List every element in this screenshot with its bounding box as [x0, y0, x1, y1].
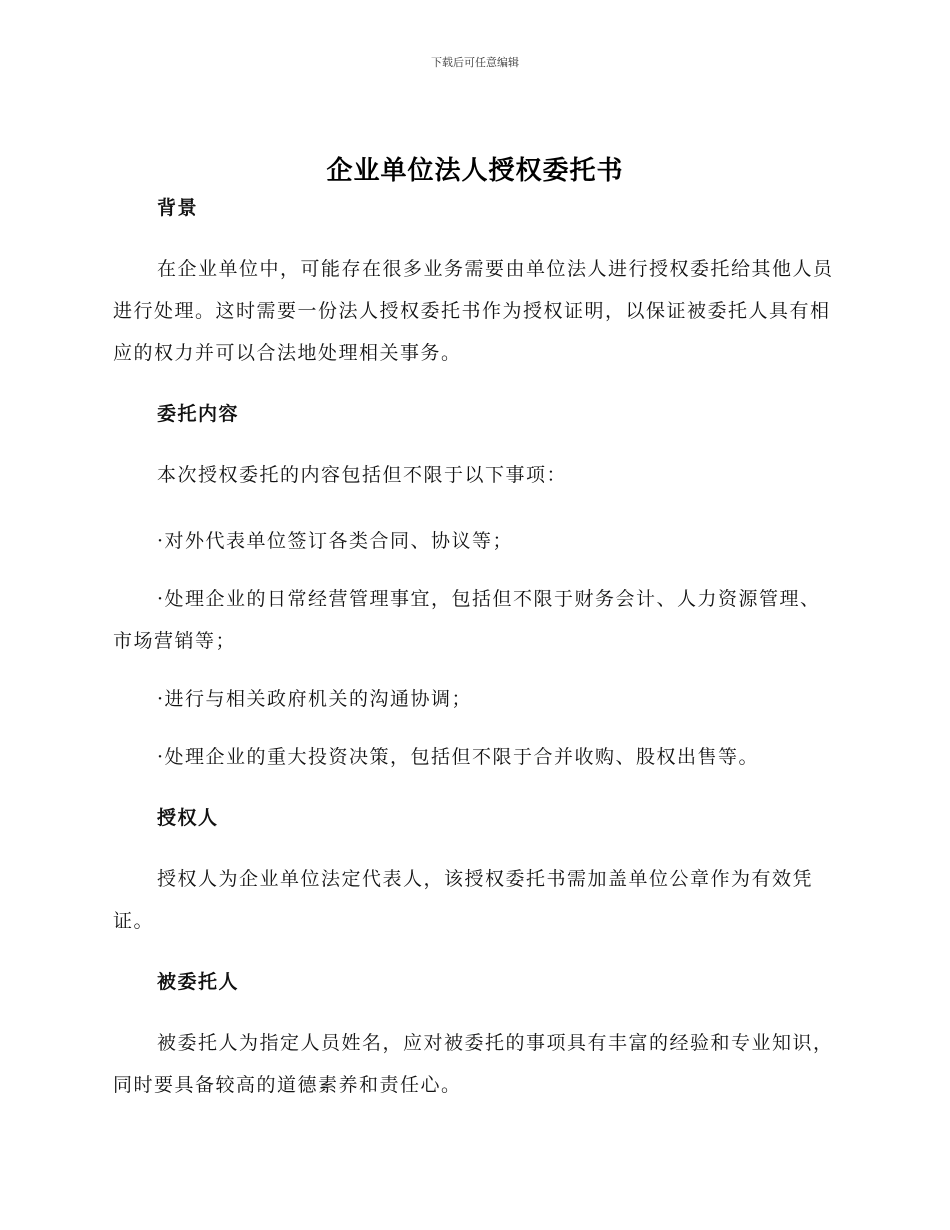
background-paragraph: 在企业单位中，可能存在很多业务需要由单位法人进行授权委托给其他人员进行处理。这时需要一份法人授权委托书作为授权证明，以保证被委托人具有相应的权力并可以合法地处理相关事务。 [113, 258, 834, 364]
header-note: 下载后可任意编辑 [431, 56, 519, 69]
grantee-paragraph: 被委托人为指定人员姓名，应对被委托的事项具有丰富的经验和专业知识，同时要具备较高的道德素养和责任心。 [113, 1032, 834, 1096]
content-item-1: ·对外代表单位签订各类合同、协议等； [157, 530, 514, 552]
content-intro: 本次授权委托的内容包括但不限于以下事项： [157, 464, 568, 486]
content-item-4: ·处理企业的重大投资决策，包括但不限于合并收购、股权出售等。 [157, 746, 760, 768]
section-heading-content: 委托内容 [157, 403, 240, 425]
section-heading-grantor: 授权人 [157, 807, 219, 829]
document-body [113, 192, 835, 1130]
section-heading-grantee: 被委托人 [157, 971, 240, 993]
grantor-paragraph: 授权人为企业单位法定代表人，该授权委托书需加盖单位公章作为有效凭证。 [113, 868, 814, 932]
content-item-2: ·处理企业的日常经营管理事宜，包括但不限于财务会计、人力资源管理、市场营销等； [113, 588, 821, 652]
section-heading-background: 背景 [157, 197, 199, 219]
document-title: 企业单位法人授权委托书 [326, 156, 624, 186]
content-item-3: ·进行与相关政府机关的沟通协调； [157, 688, 473, 710]
